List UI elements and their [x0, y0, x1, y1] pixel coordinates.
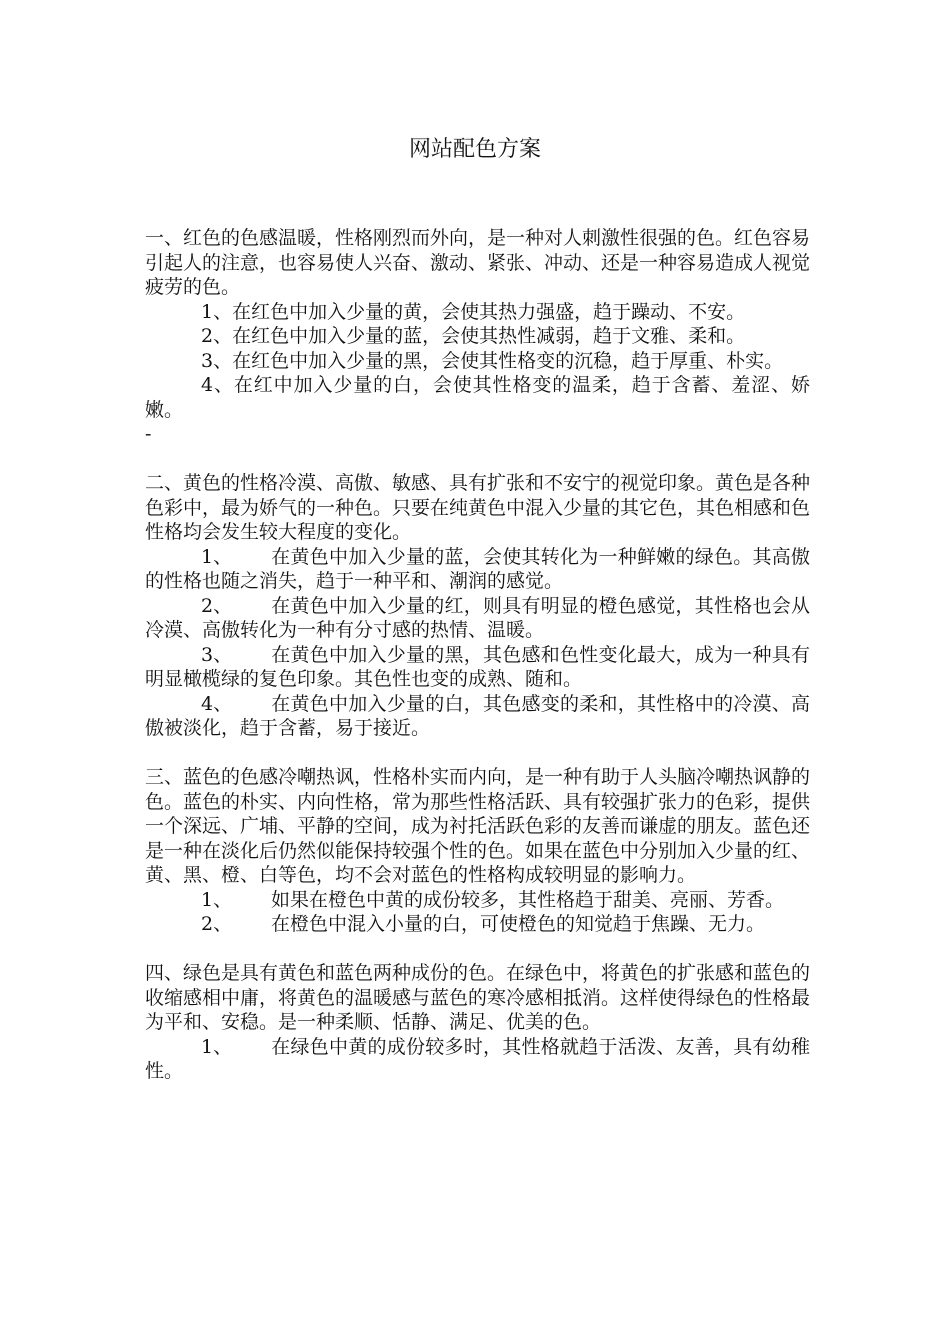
item-number: 1、 [201, 1035, 233, 1058]
blue-item-1 [145, 888, 810, 913]
section-gap [145, 741, 810, 766]
yellow-item-1 [145, 545, 810, 594]
item-number: 2、 [201, 913, 233, 935]
item-text: 在橙色中混入小量的白，可使橙色的知觉趋于焦躁、无力。 [271, 913, 766, 935]
document-body [145, 226, 810, 1084]
yellow-section-intro: 二、黄色的性格冷漠、高傲、敏感、具有扩张和不安宁的视觉印象。黄色是各种色彩中，最为娇气的一种色。只要在纯黄色中混入少量的其它色，其色相感和色性格均会发生较大程度的变化。 [145, 472, 811, 543]
item-number: 3、 [201, 643, 233, 666]
red-section-intro: 一、红色的色感温暖，性格刚烈而外向，是一种对人刺激性很强的色。红色容易引起人的注意，也容易使人兴奋、激动、紧张、冲动、还是一种容易造成人视觉疲劳的色。 [145, 227, 811, 298]
section-gap [145, 937, 810, 962]
green-item-1 [145, 1035, 810, 1084]
item-text: 在黄色中加入少量的白，其色感变的柔和，其性格中的冷漠、高傲被淡化，趋于含蓄，易于接近。 [145, 692, 810, 739]
item-text: 在黄色中加入少量的红，则具有明显的橙色感觉，其性格也会从冷漠、高傲转化为一种有分寸感的热情、温暖。 [145, 594, 810, 641]
red-item-3: 3、在红色中加入少量的黑，会使其性格变的沉稳，趋于厚重、朴实。 [201, 349, 784, 372]
yellow-item-4 [145, 692, 810, 741]
document-title: 网站配色方案 [408, 137, 541, 162]
dash-mark: - [145, 423, 152, 445]
blue-section-intro: 三、蓝色的色感冷嘲热讽，性格朴实而内向，是一种有助于人头脑冷嘲热讽静的色。蓝色的朴实、内向性格，常为那些性格活跃、具有较强扩张力的色彩，提供一个深远、广埔、平静的空间，成为衬托活跃色彩的友善而谦虚的朋友。蓝色还是一种在淡化后仍然似能保持较强个性的色。如果在蓝色中分别加入少量的红、黄、黑、橙、白等色，均不会对蓝色的性格构成较明显的影响力。 [145, 766, 811, 886]
section-gap [145, 447, 810, 472]
item-number: 1、 [201, 545, 233, 568]
green-section-intro: 四、绿色是具有黄色和蓝色两种成份的色。在绿色中，将黄色的扩张感和蓝色的收缩感相中庸，将黄色的温暖感与蓝色的寒冷感相抵消。这样使得绿色的性格最为平和、安稳。是一种柔顺、恬静、满足、优美的色。 [145, 962, 811, 1033]
red-item-2: 2、在红色中加入少量的蓝，会使其热性减弱，趋于文雅、柔和。 [201, 325, 746, 347]
item-text: 在黄色中加入少量的黑，其色感和色性变化最大，成为一种具有明显橄榄绿的复色印象。其色性也变的成熟、随和。 [145, 643, 810, 690]
item-number: 4、 [201, 692, 233, 715]
red-item-4: 4、在红中加入少量的白，会使其性格变的温柔，趋于含蓄、羞涩、娇嫩。 [145, 374, 810, 421]
blue-item-2 [145, 912, 810, 937]
item-text: 如果在橙色中黄的成份较多，其性格趋于甜美、亮丽、芳香。 [271, 888, 785, 911]
item-text: 在绿色中黄的成份较多时，其性格就趋于活泼、友善，具有幼稚性。 [145, 1035, 810, 1082]
item-text: 在黄色中加入少量的蓝，会使其转化为一种鲜嫩的绿色。其高傲的性格也随之消失，趋于一种平和、潮润的感觉。 [145, 545, 810, 592]
red-item-1: 1、在红色中加入少量的黄，会使其热力强盛，趋于躁动、不安。 [201, 300, 746, 323]
item-number: 1、 [201, 888, 233, 911]
yellow-item-3 [145, 643, 810, 692]
item-number: 2、 [201, 594, 233, 617]
yellow-item-2 [145, 594, 810, 643]
